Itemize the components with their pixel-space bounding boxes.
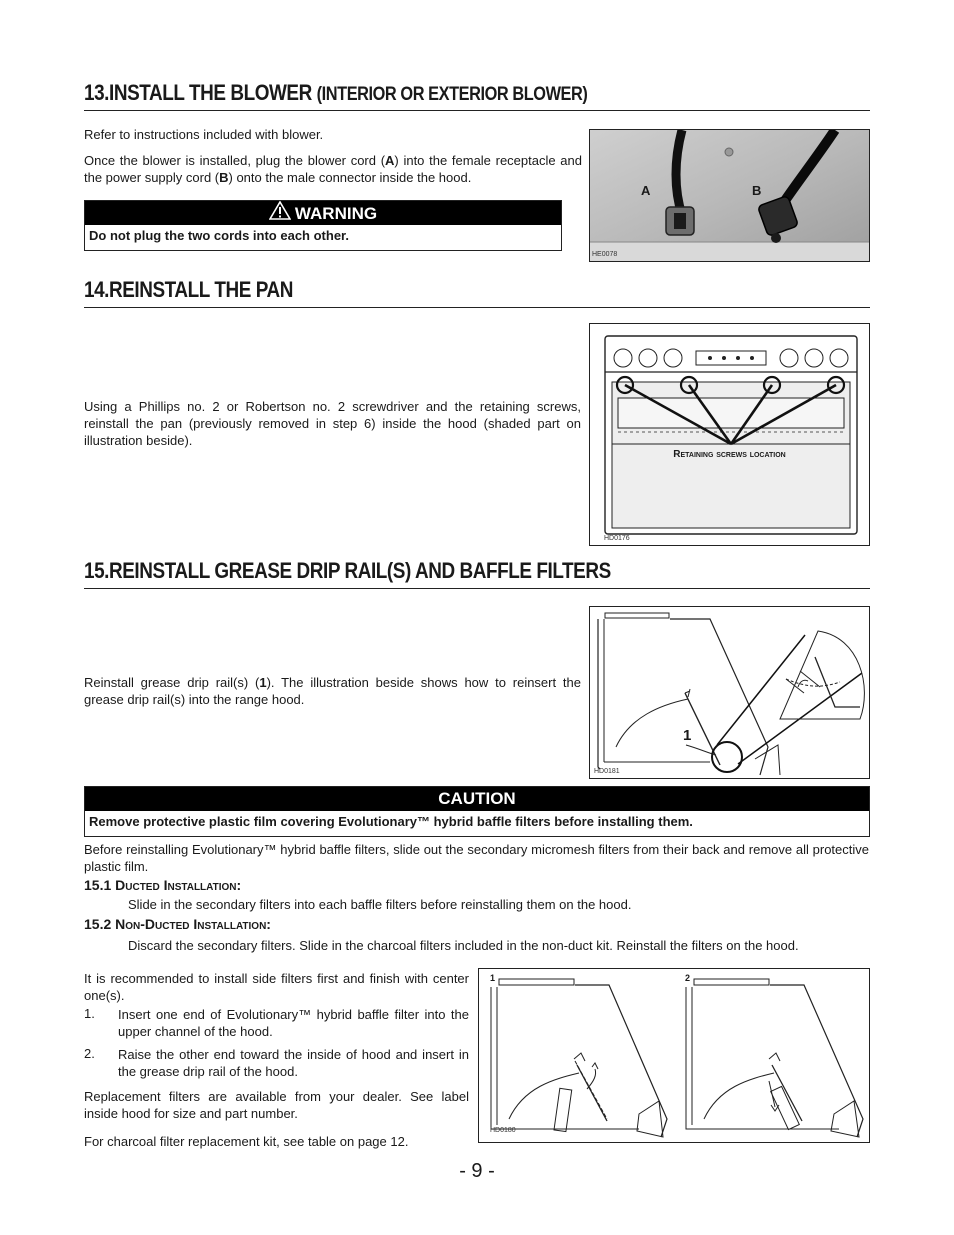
section-14-rule [84,307,870,308]
baffle-figure-label-1: 1 [490,973,496,983]
pan-figure-code: HD0176 [604,535,630,542]
photo-code: HE0078 [592,251,618,258]
section-13-title-sub: (INTERIOR OR EXTERIOR BLOWER) [316,84,588,105]
photo-label-a: A [641,183,651,198]
section-15-rule [84,588,870,589]
photo-label-b: B [752,183,762,198]
section-13-para-1: Refer to instructions included with blower. [84,127,324,142]
caution-text: Remove protective plastic film covering Evolutionary™ hybrid baffle filters before installing them. [89,814,693,829]
warning-label: WARNING [294,204,378,223]
section-13-title-main: 13.INSTALL THE BLOWER [84,80,317,105]
sub-15-1-title: 15.1 Ducted Installation: [84,877,242,893]
charcoal-para: For charcoal filter replacement kit, see table on page 12. [84,1134,409,1149]
step-1-number: 1. [84,1006,95,1021]
sub-15-2-text: Discard the secondary filters. Slide in the charcoal filters included in the non-duct kit. Reinstall the filters on the hood. [128,938,799,953]
drip-rail-illustration [590,607,869,778]
sub-15-1-text: Slide in the secondary filters into each baffle filters before reinstalling them on the hood. [128,897,632,912]
drip-rail-label-1: 1 [683,727,692,744]
blower-cords-photo [589,129,870,262]
warning-header [85,201,561,225]
pan-illustration [590,324,869,545]
warning-triangle-icon [269,201,291,227]
caution-header: CAUTION [85,787,869,811]
warning-text: Do not plug the two cords into each other. [89,228,349,243]
blower-cords-illustration [590,130,869,261]
baffle-filter-figure [478,968,870,1143]
baffle-filter-illustration [479,969,869,1142]
section-13-rule [84,110,870,111]
replacement-para: Replacement filters are available from your dealer. See label inside hood for size and part number. [84,1089,469,1121]
baffle-figure-label-2: 2 [685,973,691,983]
caution-box [84,786,870,837]
section-15-para: Reinstall grease drip rail(s) (1). The illustration beside shows how to reinsert the grease drip rail(s) into the range hood. [84,675,581,707]
baffle-figure-code: HD0180 [490,1127,516,1134]
section-15-before-para: Before reinstalling Evolutionary™ hybrid baffle filters, slide out the secondary micromesh filters from their back and remove all protective plastic film. [84,842,869,874]
page-number: - 9 - [459,1160,495,1182]
step-1-text: Insert one end of Evolutionary™ hybrid baffle filter into the upper channel of the hood. [118,1007,469,1039]
section-14-title: 14.REINSTALL THE PAN [84,277,294,302]
section-14-para: Using a Phillips no. 2 or Robertson no. 2 screwdriver and the retaining screws, reinstall the pan (previously removed in step 6) inside the hood (shaded part on illustration beside). [84,399,581,448]
section-13-title [84,80,760,108]
recommend-para: It is recommended to install side filters first and finish with center one(s). [84,971,469,1003]
warning-box [84,200,562,251]
pan-figure-caption: Retaining screws location [673,449,786,460]
drip-rail-code: HD0181 [594,768,620,775]
step-2-number: 2. [84,1046,95,1061]
section-15-title: 15.REINSTALL GREASE DRIP RAIL(S) AND BAFFLE FILTERS [84,558,611,583]
step-2-text: Raise the other end toward the inside of hood and insert in the grease drip rail of the hood. [118,1047,469,1079]
sub-15-2-title: 15.2 Non-Ducted Installation: [84,916,271,932]
drip-rail-figure [589,606,870,779]
pan-figure [589,323,870,546]
section-13-para-2: Once the blower is installed, plug the blower cord (A) into the female receptacle and the power supply cord (B) onto the male connector inside the hood. [84,153,582,185]
